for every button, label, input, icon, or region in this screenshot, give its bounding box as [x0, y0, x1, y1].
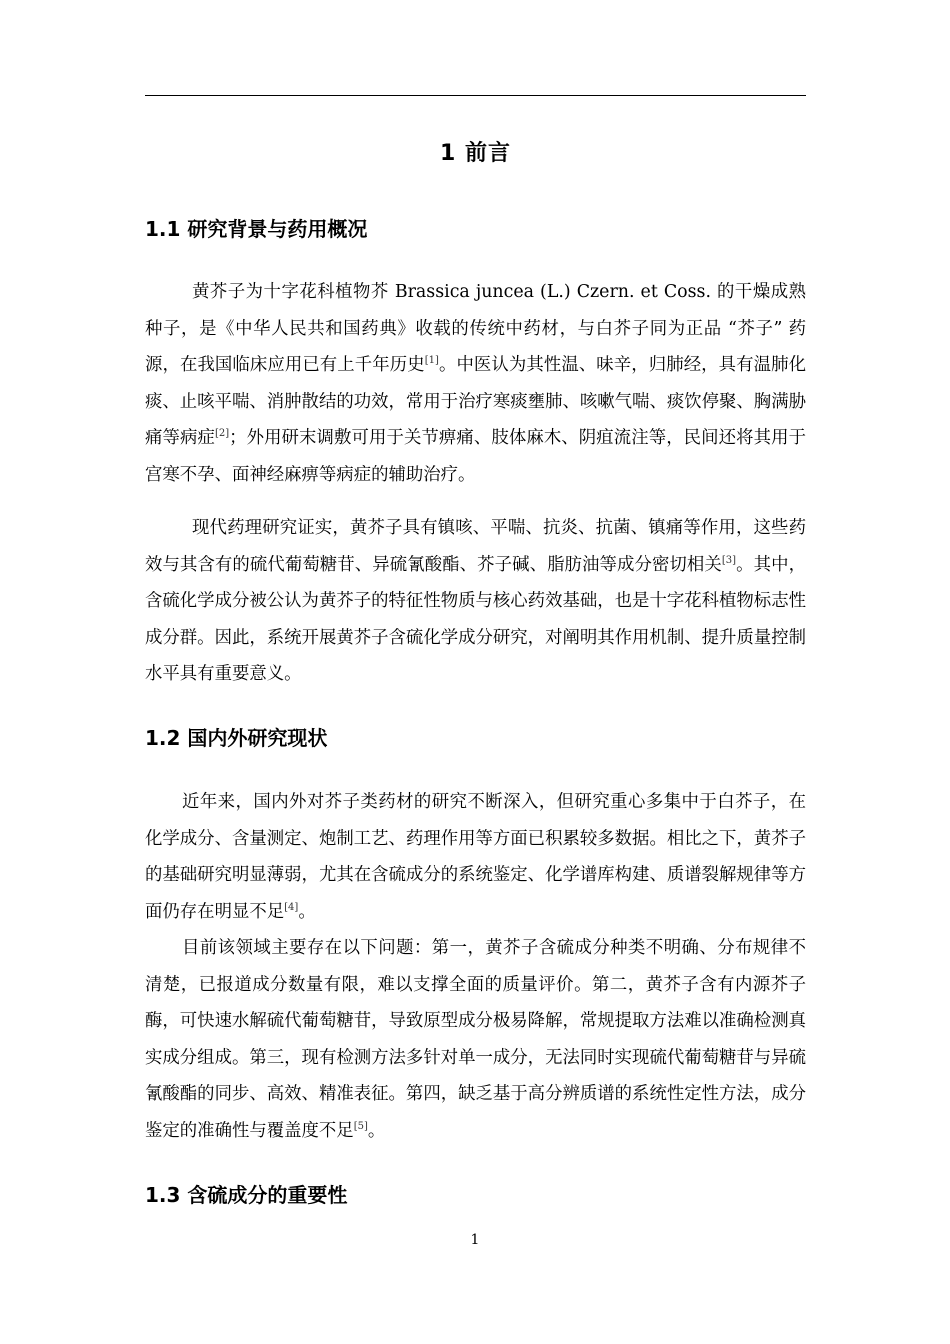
paragraph-text: 。中医认为其性温、味辛，归肺经，具有温肺化痰、止咳平喘、消肿散结的功效，常用于治疗寒痰壅肺、咳嗽气喘、痰饮停聚、胸满胁痛等病症	[145, 355, 806, 448]
header-rule	[145, 95, 806, 96]
paragraph-background-1	[145, 274, 806, 493]
citation[interactable]: [2]	[214, 428, 230, 439]
paragraph-text: 近年来，国内外对芥子类药材的研究不断深入，但研究重心多集中于白芥子，在化学成分、含量测定、炮制工艺、药理作用等方面已积累较多数据。相比之下，黄芥子的基础研究明显薄弱，尤其在含硫成分的系统鉴定、化学谱库构建、质谱裂解规律等方面仍存在明显不足	[145, 792, 806, 922]
section-heading-1-3: 1.3 含硫成分的重要性	[145, 1183, 348, 1207]
paragraph-text: 。	[367, 1120, 386, 1141]
paragraph-text: 现代药理研究证实，黄芥子具有镇咳、平喘、抗炎、抗菌、镇痛等作用，这些药效与其含有的硫代葡萄糖苷、异硫氰酸酯、芥子碱、脂肪油等成分密切相关	[145, 518, 806, 575]
paragraph-background-2	[145, 510, 806, 693]
page-number: 1	[470, 1232, 480, 1248]
paragraph-text: 黄芥子为十字花科植物芥 Brassica juncea (L.) Czern. et Coss. 的干燥成熟种子，是《中华人民共和国药典》收载的传统中药材，与白芥子同为正品 “芥子” 药源，在我国临床应用已有上千年历史	[145, 282, 806, 375]
citation[interactable]: [1]	[424, 355, 439, 366]
citation[interactable]: [3]	[721, 554, 737, 566]
section-heading-1-2: 1.2 国内外研究现状	[145, 726, 328, 750]
paragraph-text: ；外用研末调敷可用于关节痹痛、肢体麻木、阴疽流注等，民间还将其用于宫寒不孕、面神经麻痹等病症的辅助治疗。	[145, 428, 806, 485]
paragraph-text: 目前该领域主要存在以下问题：第一，黄芥子含硫成分种类不明确、分布规律不清楚，已报道成分数量有限，难以支撑全面的质量评价。第二，黄芥子含有内源芥子酶，可快速水解硫代葡萄糖苷，导致原型成分极易降解，常规提取方法难以准确检测真实成分组成。第三，现有检测方法多针对单一成分，无法同时实现硫代葡萄糖苷与异硫氰酸酯的同步、高效、精准表征。第四，缺乏基于高分辨质谱的系统性定性方法，成分鉴定的准确性与覆盖度不足	[145, 938, 806, 1141]
paragraph-text: 。	[298, 901, 316, 922]
paragraph-status-2	[145, 930, 806, 1149]
section-heading-1-1: 1.1 研究背景与药用概况	[145, 217, 368, 241]
paragraph-status-1	[145, 784, 806, 930]
chapter-title: 1 前言	[440, 141, 511, 166]
citation[interactable]: [5]	[353, 1120, 368, 1132]
citation[interactable]: [4]	[284, 901, 299, 913]
paragraph-text: 。其中，含硫化学成分被公认为黄芥子的特征性物质与核心药效基础，也是十字花科植物标志性成分群。因此，系统开展黄芥子含硫化学成分研究，对阐明其作用机制、提升质量控制水平具有重要意义。	[145, 554, 806, 684]
